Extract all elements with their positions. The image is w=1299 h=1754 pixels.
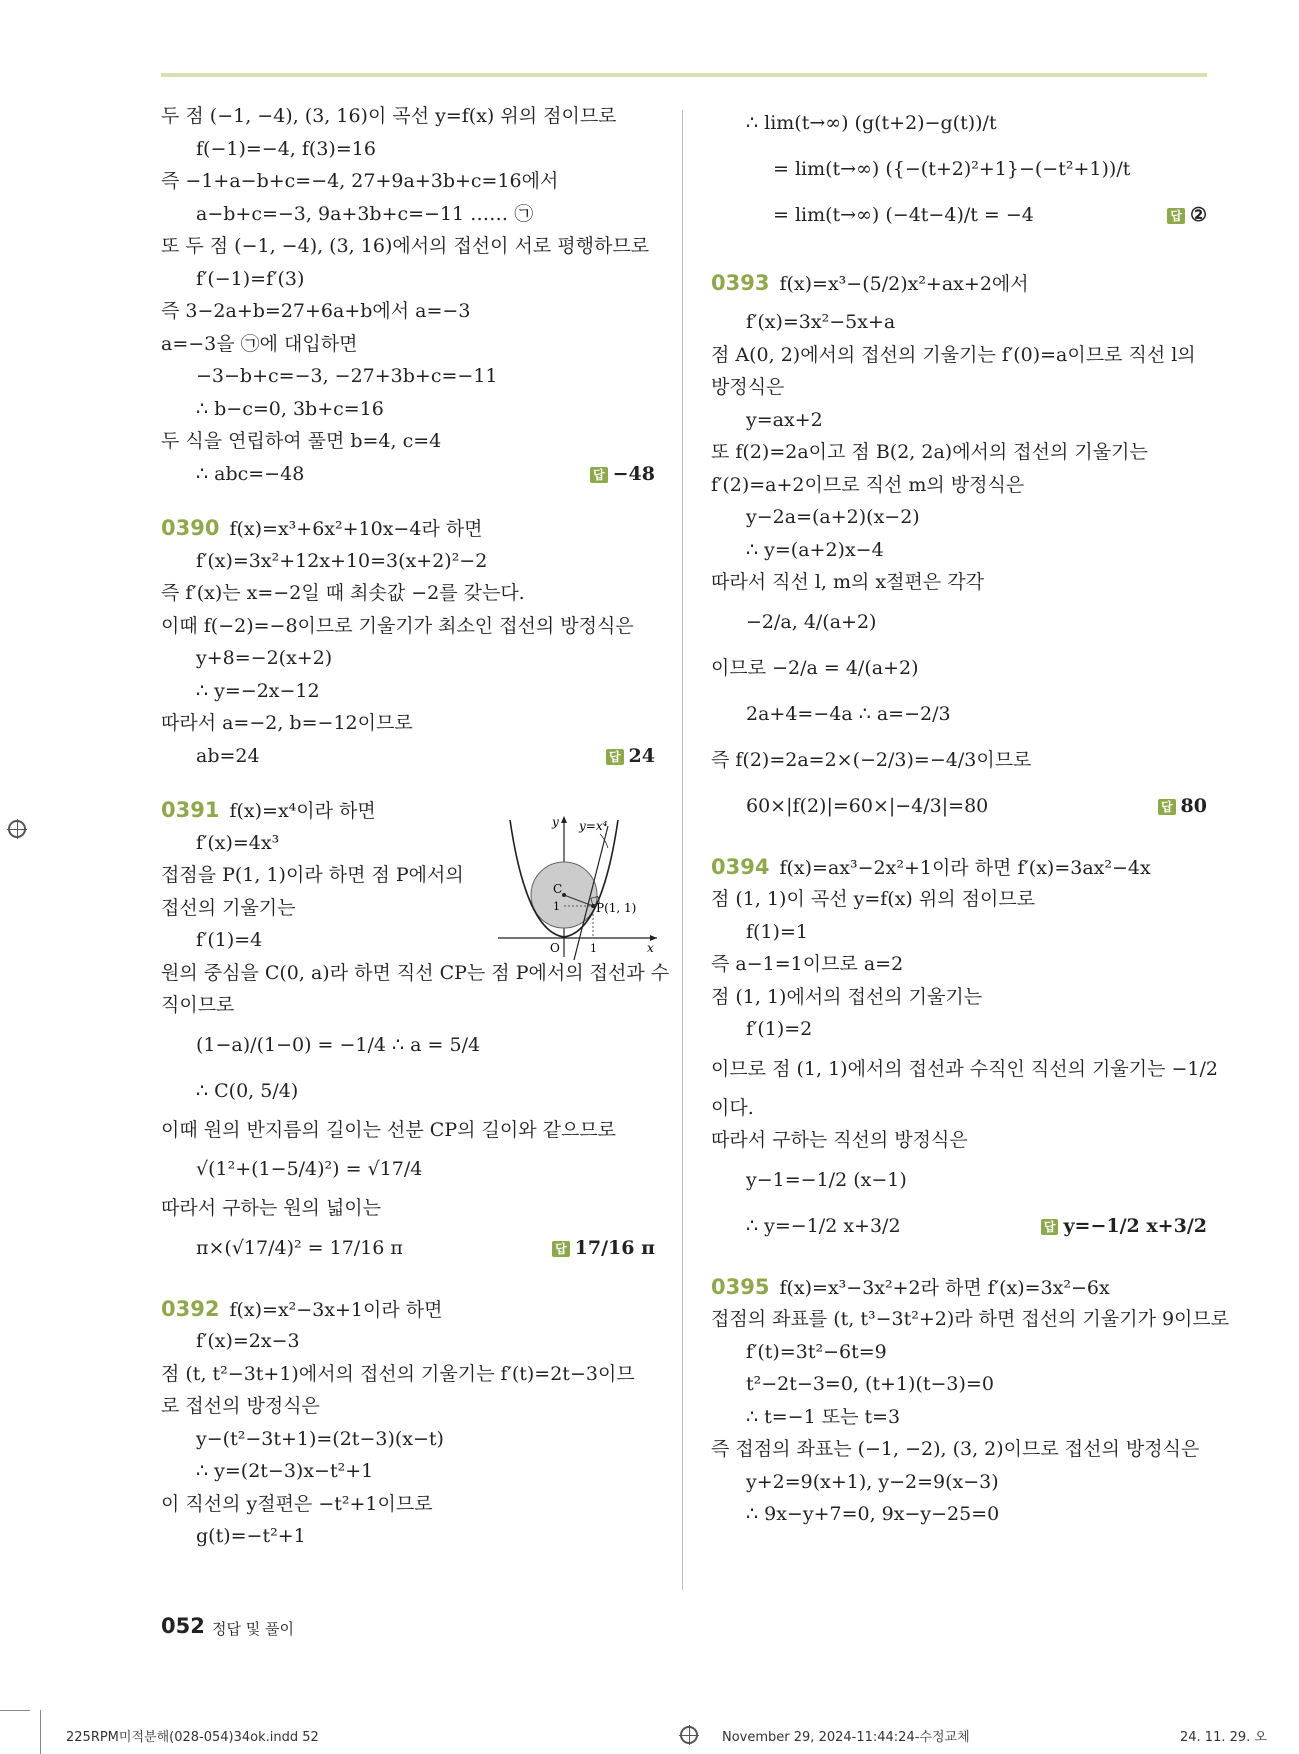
solution-line: 즉 접점의 좌표는 (−1, −2), (3, 2)이므로 접선의 방정식은: [711, 1438, 1200, 1460]
solution-line: = lim(t→∞) ({−(t+2)²+1}−(−t²+1))/t: [773, 158, 1131, 180]
problem-number: 0391: [161, 798, 220, 822]
answer-value: 80: [1180, 794, 1207, 817]
tangent-circle-graph: [492, 812, 660, 960]
point-c-label: C: [553, 882, 563, 896]
y-axis-arrow: [561, 816, 567, 823]
solution-line: 따라서 구하는 원의 넓이는: [161, 1197, 382, 1219]
solution-line: ∴ abc=−48: [196, 462, 305, 485]
solution-line: (1−a)/(1−0) = −1/4 ∴ a = 5/4: [196, 1033, 481, 1056]
answer-line: [711, 192, 1207, 238]
solution-line: 두 식을 연립하여 풀면 b=4, c=4: [161, 430, 442, 452]
origin-label: O: [550, 941, 560, 955]
answer-line: [161, 458, 655, 491]
answer-marker: 답: [590, 467, 608, 483]
solution-0392-continued: [711, 100, 1207, 238]
solution-line: ab=24: [196, 744, 260, 767]
solution-0392: [161, 1293, 655, 1553]
solution-line: −3−b+c=−3, −27+3b+c=−11: [196, 365, 498, 387]
solution-line: f′(x)=2x−3: [196, 1330, 300, 1352]
solution-line: 또 두 점 (−1, −4), (3, 16)에서의 접선이 서로 평행하므로: [161, 235, 650, 257]
crop-mark: [0, 1710, 30, 1711]
solution-line: y=ax+2: [746, 408, 823, 431]
solution-line: f(x)=x⁴이라 하면: [229, 800, 376, 822]
solution-0389: [161, 100, 655, 490]
solution-line: g(t)=−t²+1: [196, 1525, 306, 1547]
solution-line: 또 f(2)=2a이고 점 B(2, 2a)에서의 접선의 기울기는: [711, 441, 1148, 463]
answer-box: [590, 458, 655, 491]
answer-box: [1041, 1203, 1207, 1249]
y-axis-label: y: [552, 815, 559, 829]
solution-line: f′(x)=3x²−5x+a: [746, 311, 896, 333]
answer-line: [161, 740, 655, 773]
section-label: 정답 및 풀이: [212, 1620, 294, 1638]
solution-line: ∴ y=−2x−12: [196, 679, 320, 702]
solution-line: t²−2t−3=0, (t+1)(t−3)=0: [746, 1373, 994, 1395]
solution-line: 따라서 a=−2, b=−12이므로: [161, 712, 413, 734]
y-one-label: 1: [553, 900, 560, 913]
top-rule: [161, 73, 1207, 77]
answer-line: [161, 1225, 655, 1271]
x-one-label: 1: [590, 942, 597, 955]
answer-value: 24: [628, 744, 655, 767]
solution-line: 2a+4=−4a ∴ a=−2/3: [746, 702, 951, 725]
answer-box: [1167, 192, 1207, 238]
solution-line: 직이므로: [161, 994, 235, 1016]
solution-line: f(x)=x³−(5/2)x²+ax+2에서: [779, 273, 1029, 295]
solution-line: f(−1)=−4, f(3)=16: [196, 137, 376, 160]
solution-line: 이때 원의 반지름의 길이는 선분 CP의 길이와 같으므로: [161, 1118, 617, 1141]
print-date: 24. 11. 29. 오: [1180, 1730, 1267, 1745]
solution-line: y+2=9(x+1), y−2=9(x−3): [746, 1470, 999, 1493]
solution-line: ∴ y=−1/2 x+3/2: [746, 1214, 901, 1237]
solution-0390: [161, 512, 655, 772]
solution-line: f′(x)=4x³: [196, 831, 280, 854]
solution-line: 접점의 좌표를 (t, t³−3t²+2)라 하면 접선의 기울기가 9이므로: [711, 1308, 1230, 1330]
solution-line: 즉 3−2a+b=27+6a+b에서 a=−3: [161, 300, 471, 322]
answer-value: ②: [1189, 204, 1207, 226]
solution-line: f′(1)=4: [196, 929, 263, 951]
solution-line: = lim(t→∞) (−4t−4)/t = −4: [773, 204, 1034, 226]
point-p-label: P(1, 1): [596, 901, 637, 915]
solution-line: 점 (1, 1)에서의 접선의 기울기는: [711, 985, 983, 1008]
answer-marker: 답: [606, 749, 624, 765]
file-name: 225RPM미적분해(028-054)34ok.indd 52: [66, 1730, 319, 1745]
solution-line: y−(t²−3t+1)=(2t−3)(x−t): [196, 1427, 444, 1450]
solution-line: f(1)=1: [746, 920, 808, 943]
point-p: [591, 904, 595, 908]
timestamp: November 29, 2024-11:44:24-수정교체: [722, 1730, 970, 1745]
solution-line: f(x)=x³+6x²+10x−4라 하면: [229, 518, 483, 540]
problem-number: 0390: [161, 516, 220, 540]
solution-line: 60×|f(2)|=60×|−4/3|=80: [746, 794, 989, 817]
solution-line: 점 A(0, 2)에서의 접선의 기울기는 f′(0)=a이므로 직선 l의: [711, 343, 1196, 366]
solution-line: 이므로 −2/a = 4/(a+2): [711, 656, 919, 679]
x-axis-label: x: [647, 941, 654, 955]
answer-box: [552, 1225, 655, 1271]
answer-value: −48: [612, 462, 655, 485]
solution-line: 이때 f(−2)=−8이므로 기울기가 최소인 접선의 방정식은: [161, 614, 634, 637]
curve-label: y=x⁴: [579, 819, 608, 833]
solution-line: 두 점 (−1, −4), (3, 16)이 곡선 y=f(x) 위의 점이므로: [161, 105, 617, 127]
crop-mark: [40, 1710, 41, 1754]
solution-line: 이 직선의 y절편은 −t²+1이므로: [161, 1492, 433, 1515]
solution-line: y+8=−2(x+2): [196, 647, 333, 669]
right-column: [711, 100, 1230, 1531]
solution-0394: [711, 851, 1218, 1249]
answer-box: [606, 740, 655, 773]
solution-0393: [711, 260, 1207, 829]
solution-line: 즉 f′(x)는 x=−2일 때 최솟값 −2를 갖는다.: [161, 582, 525, 604]
answer-value: y=−1/2 x+3/2: [1063, 1214, 1207, 1237]
solution-line: 점 (t, t²−3t+1)에서의 접선의 기울기는 f′(t)=2t−3이므: [161, 1362, 635, 1385]
answer-line: [711, 783, 1207, 829]
solution-line: f(x)=x³−3x²+2라 하면 f′(x)=3x²−6x: [779, 1276, 1110, 1299]
solution-line: f′(1)=2: [746, 1018, 813, 1040]
solution-0395: [711, 1271, 1230, 1531]
problem-number: 0395: [711, 1274, 770, 1299]
solution-line: a−b+c=−3, 9a+3b+c=−11 …… ㉠: [196, 202, 534, 225]
solution-line: f′(x)=3x²+12x+10=3(x+2)²−2: [196, 549, 488, 572]
solution-line: ∴ t=−1 또는 t=3: [746, 1405, 901, 1428]
solution-line: √(1²+(1−5/4)²) = √17/4: [196, 1158, 423, 1180]
solution-line: ∴ y=(2t−3)x−t²+1: [196, 1460, 374, 1482]
problem-number: 0392: [161, 1296, 220, 1321]
solution-line: 이다.: [711, 1096, 754, 1119]
solution-line: π×(√17/4)² = 17/16 π: [196, 1236, 403, 1259]
solution-line: ∴ C(0, 5/4): [196, 1079, 299, 1102]
answer-marker: 답: [1167, 208, 1185, 224]
solution-line: f(x)=ax³−2x²+1이라 하면 f′(x)=3ax²−4x: [779, 856, 1151, 879]
point-c: [562, 893, 566, 897]
answer-marker: 답: [552, 1241, 570, 1257]
solution-line: y−1=−1/2 (x−1): [746, 1168, 907, 1191]
solution-line: 따라서 구하는 직선의 방정식은: [711, 1129, 968, 1151]
solution-line: y−2a=(a+2)(x−2): [746, 506, 920, 528]
solution-line: 즉 −1+a−b+c=−4, 27+9a+3b+c=16에서: [161, 170, 559, 192]
answer-box: [1158, 783, 1207, 829]
solution-line: a=−3을 ㉠에 대입하면: [161, 332, 358, 355]
problem-number: 0394: [711, 854, 770, 879]
column-divider: [682, 110, 683, 1590]
solution-line: 점 (1, 1)이 곡선 y=f(x) 위의 점이므로: [711, 888, 1036, 910]
solution-line: f′(t)=3t²−6t=9: [746, 1340, 887, 1363]
solution-line: ∴ y=(a+2)x−4: [746, 538, 884, 561]
solution-line: −2/a, 4/(a+2): [746, 610, 877, 633]
answer-line: [711, 1203, 1207, 1249]
solution-line: 접선의 기울기는: [161, 896, 296, 919]
registration-mark-icon: [680, 1726, 698, 1744]
solution-line: f′(2)=a+2이므로 직선 m의 방정식은: [711, 473, 1025, 496]
solution-line: 접점을 P(1, 1)이라 하면 점 P에서의: [161, 864, 464, 886]
answer-value: 17/16 π: [574, 1236, 655, 1259]
solution-line: 로 접선의 방정식은: [161, 1395, 320, 1417]
solution-line: 즉 f(2)=2a=2×(−2/3)=−4/3이므로: [711, 748, 1032, 771]
solution-line: ∴ b−c=0, 3b+c=16: [196, 397, 384, 420]
solution-line: ∴ lim(t→∞) (g(t+2)−g(t))/t: [746, 112, 997, 134]
problem-number: 0393: [711, 271, 770, 295]
solution-line: 방정식은: [711, 376, 785, 398]
solution-line: 이므로 점 (1, 1)에서의 접선과 수직인 직선의 기울기는 −1/2: [711, 1057, 1218, 1080]
registration-mark-icon: [8, 820, 26, 838]
solution-line: 원의 중심을 C(0, a)라 하면 직선 CP는 점 P에서의 접선과 수: [161, 961, 670, 984]
solution-line: 따라서 직선 l, m의 x절편은 각각: [711, 571, 984, 593]
solution-line: f′(−1)=f′(3): [196, 267, 305, 290]
solution-line: 즉 a−1=1이므로 a=2: [711, 953, 904, 975]
answer-marker: 답: [1041, 1219, 1059, 1235]
answer-marker: 답: [1158, 799, 1176, 815]
page-number: 052: [161, 1614, 205, 1638]
solution-line: f(x)=x²−3x+1이라 하면: [229, 1298, 443, 1321]
solution-line: ∴ 9x−y+7=0, 9x−y−25=0: [746, 1503, 1000, 1525]
